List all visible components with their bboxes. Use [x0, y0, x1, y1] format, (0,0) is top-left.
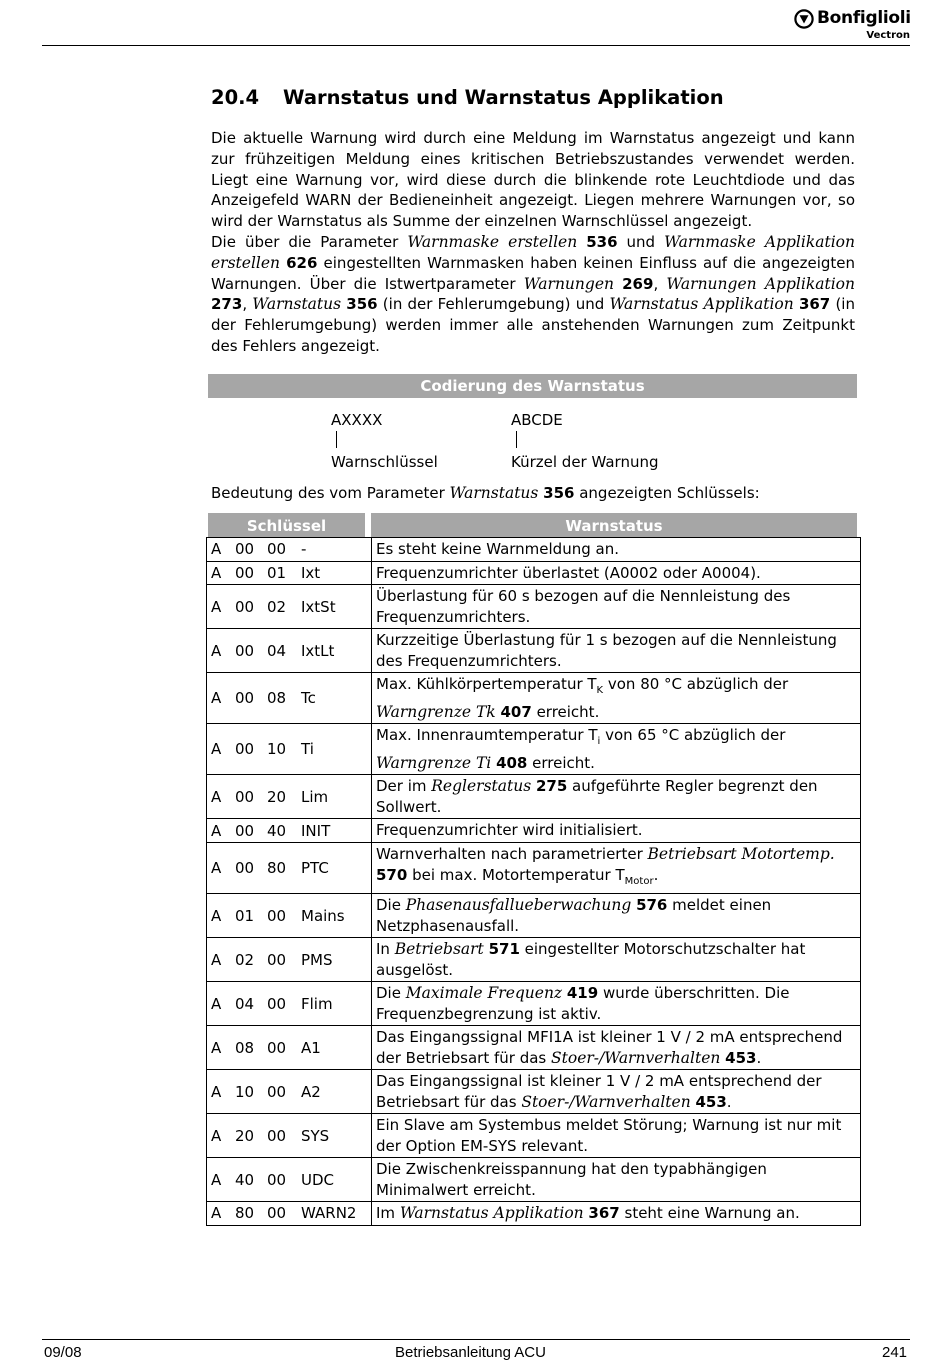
key-part: A	[211, 950, 222, 969]
text: erreicht.	[527, 753, 595, 772]
warning-description	[372, 673, 861, 724]
key-part: A	[211, 1204, 222, 1223]
key-part: 40	[235, 1170, 255, 1189]
key-part: 00	[235, 641, 255, 660]
param-number: 576	[636, 896, 668, 914]
key-part: 10	[267, 740, 287, 758]
key-part: A	[211, 1170, 222, 1189]
text: von 80 °C abzüglich der	[603, 675, 789, 693]
warning-description	[372, 724, 861, 775]
text: Max. Innenraumtemperatur T	[376, 726, 598, 744]
key-part: A	[211, 563, 222, 582]
section-heading	[211, 86, 724, 109]
param-name: Warnstatus Applikation	[399, 1204, 584, 1222]
key-part: A	[211, 994, 222, 1013]
key-part: 80	[267, 859, 287, 877]
param-name: Warnungen Applikation	[666, 274, 855, 293]
subscript: K	[596, 685, 604, 696]
subscript: Motor	[624, 875, 654, 887]
table-row	[207, 1158, 861, 1202]
text: Im	[376, 1204, 400, 1222]
footer-page-number: 241	[882, 1344, 908, 1361]
key-part: 00	[267, 1038, 287, 1057]
param-number: 453	[725, 1048, 757, 1067]
warning-key	[207, 1158, 372, 1202]
param-name: Stoer-/Warnverhalten	[551, 1048, 721, 1067]
table-row	[207, 673, 861, 724]
key-part: 00	[235, 563, 255, 582]
key-part: Lim	[301, 787, 329, 806]
section-number: 20.4	[211, 86, 260, 109]
warning-key	[207, 629, 372, 673]
key-part: A	[211, 787, 222, 806]
brand-name: Bonfiglioli	[817, 8, 911, 28]
key-part: 00	[267, 906, 287, 925]
param-number: 626	[286, 253, 318, 272]
code-label-right: Kürzel der Warnung	[511, 453, 659, 471]
code-connector-right	[516, 431, 517, 448]
footer-date: 09/08	[44, 1344, 82, 1361]
warning-description	[372, 894, 861, 938]
column-header-status: Warnstatus	[371, 513, 857, 537]
table-row	[207, 724, 861, 775]
coding-title-bar: Codierung des Warnstatus	[208, 374, 857, 398]
key-part: SYS	[301, 1126, 330, 1145]
table-row	[207, 629, 861, 673]
text: meldet einen Netzphasenausfall.	[376, 896, 772, 935]
param-name: Betriebsart	[394, 940, 484, 958]
table-row	[207, 1070, 861, 1114]
text: .	[653, 865, 659, 884]
subscript: i	[597, 736, 601, 747]
key-part: 00	[235, 787, 255, 806]
key-part: 00	[267, 1082, 287, 1101]
text: aufgeführte Regler begrenzt den Sollwert.	[376, 777, 818, 816]
warning-description	[372, 775, 861, 819]
param-number: 419	[566, 984, 599, 1002]
bonfiglioli-logo-icon	[794, 9, 814, 29]
column-header-key: Schlüssel	[208, 513, 365, 537]
key-part: 80	[235, 1204, 255, 1223]
key-part: PMS	[301, 950, 333, 969]
key-part: WARN2	[301, 1204, 357, 1223]
warning-key	[207, 538, 372, 562]
warning-description	[372, 561, 861, 585]
key-part: A	[211, 597, 222, 616]
key-part: 00	[235, 740, 255, 758]
key-part: A	[211, 906, 222, 925]
text: Max. Kühlkörpertemperatur T	[376, 675, 597, 693]
key-part: INIT	[301, 821, 331, 840]
key-part: A	[211, 859, 222, 877]
key-part: 00	[267, 540, 287, 559]
warning-description	[372, 982, 861, 1026]
key-part: Ixt	[301, 563, 321, 582]
warning-description	[372, 938, 861, 982]
warning-description	[372, 1202, 861, 1226]
param-number: 269	[622, 274, 654, 293]
text: Die	[376, 896, 406, 914]
param-name: Warnstatus Applikation	[609, 295, 794, 314]
param-number: 570	[376, 865, 408, 884]
header-rule	[42, 45, 910, 46]
key-part: 00	[235, 540, 255, 559]
key-part: 02	[267, 597, 287, 616]
text: wurde überschritten. Die Frequenzbegrenzung ist aktiv.	[376, 984, 790, 1023]
warning-description	[372, 1114, 861, 1158]
key-part: 40	[267, 821, 287, 840]
param-name: Betriebsart Motortemp.	[647, 845, 835, 863]
key-part: Mains	[301, 906, 345, 925]
key-part: 08	[267, 689, 287, 707]
key-part: 00	[267, 1170, 287, 1189]
param-name: Reglerstatus	[431, 777, 532, 795]
brand-subline: Vectron	[866, 30, 910, 41]
table-row	[207, 561, 861, 585]
text: erreicht.	[531, 702, 600, 721]
key-part: A	[211, 689, 222, 707]
key-part: Ti	[301, 740, 314, 758]
key-part: 01	[235, 906, 255, 925]
key-part: 20	[235, 1126, 255, 1145]
key-part: A	[211, 821, 222, 840]
param-name: Phasenausfallueberwachung	[405, 896, 632, 914]
warning-description	[372, 843, 861, 894]
warning-key	[207, 819, 372, 843]
warning-description	[372, 585, 861, 629]
text: Überlastung für 60 s bezogen auf die Nennleistung des Frequenzumrichters.	[376, 587, 791, 626]
param-name: Maximale Frequenz	[405, 984, 563, 1002]
text: Ein Slave am Systembus meldet Störung; Warnung ist nur mit der Option EM-SYS relevant.	[376, 1116, 842, 1155]
intro-paragraph-2	[211, 232, 855, 357]
text: Das Eingangssignal MFI1A ist kleiner 1 V / 2 mA entsprechend der Betriebsart für das	[376, 1028, 843, 1067]
code-label-left: Warnschlüssel	[331, 453, 438, 471]
key-part: -	[301, 540, 307, 559]
text: und	[617, 232, 665, 251]
text: Die Zwischenkreisspannung hat den typabhängigen Minimalwert erreicht.	[376, 1160, 767, 1199]
table-row	[207, 775, 861, 819]
warning-description	[372, 1070, 861, 1114]
text: bei max. Motortemperatur T	[407, 865, 625, 884]
param-name: Warnungen	[523, 274, 614, 293]
param-name: Warnmaske Applikation erstellen	[211, 232, 855, 272]
param-name: Warngrenze Tk	[376, 702, 496, 721]
table-row	[207, 538, 861, 562]
warning-key	[207, 982, 372, 1026]
param-name: Stoer-/Warnverhalten	[521, 1092, 691, 1111]
param-name: Warnmaske erstellen	[407, 232, 578, 251]
table-row	[207, 1114, 861, 1158]
key-part: 00	[235, 597, 255, 616]
param-number: 367	[798, 295, 831, 314]
table-row	[207, 819, 861, 843]
warning-key	[207, 1114, 372, 1158]
text: steht eine Warnung an.	[619, 1204, 800, 1222]
text: ,	[242, 295, 253, 314]
param-number: 275	[535, 777, 568, 795]
key-part: IxtSt	[301, 597, 336, 616]
key-part: 20	[267, 787, 287, 806]
key-part: 00	[267, 1204, 287, 1223]
warning-key	[207, 561, 372, 585]
param-number: 273	[211, 295, 243, 314]
param-number: 356	[346, 295, 378, 314]
table-row	[207, 1026, 861, 1070]
param-number: 408	[496, 753, 528, 772]
key-part: A	[211, 641, 222, 660]
text: Bedeutung des vom Parameter	[211, 484, 450, 502]
param-number: 453	[695, 1092, 727, 1111]
text: Es steht keine Warnmeldung an.	[376, 540, 619, 558]
param-name: Warnstatus	[449, 484, 539, 502]
warning-description	[372, 1026, 861, 1070]
key-part: A	[211, 740, 222, 758]
param-name: Warngrenze Ti	[376, 753, 492, 772]
intro-paragraph-1: Die aktuelle Warnung wird durch eine Meldung im Warnstatus angezeigt und kann zur frühzeitigen Meldung eines kritischen Betriebszustandes verwendet werden. Liegt eine Warnung vor, wird diese durch die blinkende rote Leuchtdiode und das Anzeigefeld WARN der Bedieneinheit angezeigt. Liegen mehrere Warnungen vor, so wird der Warnstatus als Summe der einzelnen Warnschlüssel angezeigt.	[211, 129, 855, 231]
warn-status-table	[206, 537, 861, 1226]
warning-description	[372, 1158, 861, 1202]
footer-rule	[42, 1339, 910, 1340]
key-part: 04	[235, 994, 255, 1013]
key-part: 00	[267, 994, 287, 1013]
key-part: 01	[267, 563, 287, 582]
footer-title: Betriebsanleitung ACU	[395, 1344, 546, 1361]
key-part: 10	[235, 1082, 255, 1101]
key-part: 00	[235, 859, 255, 877]
meaning-line	[211, 484, 760, 502]
key-part: IxtLt	[301, 641, 335, 660]
text: von 65 °C abzüglich der	[600, 726, 786, 744]
warning-key	[207, 938, 372, 982]
key-part: Flim	[301, 994, 333, 1013]
table-row	[207, 843, 861, 894]
code-right: ABCDE	[511, 411, 563, 429]
intro-text	[211, 128, 855, 357]
text: angezeigten Schlüssels:	[574, 484, 760, 502]
param-number: 571	[488, 940, 520, 958]
text: Frequenzumrichter überlastet (A0002 oder A0004).	[376, 563, 761, 582]
warning-key	[207, 585, 372, 629]
key-part: 08	[235, 1038, 255, 1057]
text: ,	[653, 274, 667, 293]
warning-key	[207, 843, 372, 894]
param-number: 536	[586, 232, 618, 251]
key-part: A2	[301, 1082, 321, 1101]
key-part: Tc	[301, 689, 316, 707]
param-name: Warnstatus	[252, 295, 342, 314]
text: .	[726, 1092, 732, 1111]
table-row	[207, 1202, 861, 1226]
key-part: A1	[301, 1038, 321, 1057]
warning-key	[207, 1202, 372, 1226]
text: (in der Fehlerumgebung) und	[377, 295, 610, 314]
key-part: A	[211, 1126, 222, 1145]
key-part: A	[211, 1082, 222, 1101]
text: Frequenzumrichter wird initialisiert.	[376, 821, 643, 840]
param-number: 367	[588, 1204, 620, 1222]
table-row	[207, 585, 861, 629]
warning-key	[207, 1070, 372, 1114]
table-row	[207, 938, 861, 982]
brand-logo	[794, 7, 910, 43]
text: (in der Fehlerumgebung) werden immer alle anstehenden Warnungen zum Zeitpunkt des Fehlers angezeigt.	[211, 295, 855, 355]
key-part: PTC	[301, 859, 329, 877]
text: Die über die Parameter	[211, 232, 408, 251]
warning-key	[207, 775, 372, 819]
key-part: 04	[267, 641, 287, 660]
warning-description	[372, 819, 861, 843]
text: In	[376, 940, 395, 958]
warning-key	[207, 894, 372, 938]
warning-key	[207, 724, 372, 775]
warning-key	[207, 673, 372, 724]
param-number: 407	[500, 702, 532, 721]
code-left: AXXXX	[331, 411, 383, 429]
key-part: A	[211, 540, 222, 559]
key-part: 00	[267, 950, 287, 969]
table-row	[207, 982, 861, 1026]
code-connector-left	[336, 431, 337, 448]
key-part: 00	[267, 1126, 287, 1145]
warning-key	[207, 1026, 372, 1070]
text: eingestellter Motorschutzschalter hat ausgelöst.	[376, 940, 806, 979]
key-part: A	[211, 1038, 222, 1057]
warning-description	[372, 538, 861, 562]
text: .	[756, 1048, 762, 1067]
text: Das Eingangssignal ist kleiner 1 V / 2 mA entsprechend der Betriebsart für das	[376, 1072, 822, 1111]
key-part: 00	[235, 689, 255, 707]
key-part: 00	[235, 821, 255, 840]
text: Die	[376, 984, 406, 1002]
text: Der im	[376, 777, 432, 795]
text: Kurzzeitige Überlastung für 1 s bezogen auf die Nennleistung des Frequenzumrichters.	[376, 631, 837, 670]
key-part: 02	[235, 950, 255, 969]
warning-description	[372, 629, 861, 673]
key-part: UDC	[301, 1170, 335, 1189]
text: eingestellten Warnmasken haben keinen Einfluss auf die angezeigten Warnungen. Über die Istwertparameter	[211, 253, 855, 293]
section-title: Warnstatus und Warnstatus Applikation	[283, 86, 724, 109]
param-number: 356	[543, 484, 575, 502]
table-body	[207, 538, 861, 1226]
text: Warnverhalten nach parametrierter	[376, 845, 648, 863]
table-row	[207, 894, 861, 938]
